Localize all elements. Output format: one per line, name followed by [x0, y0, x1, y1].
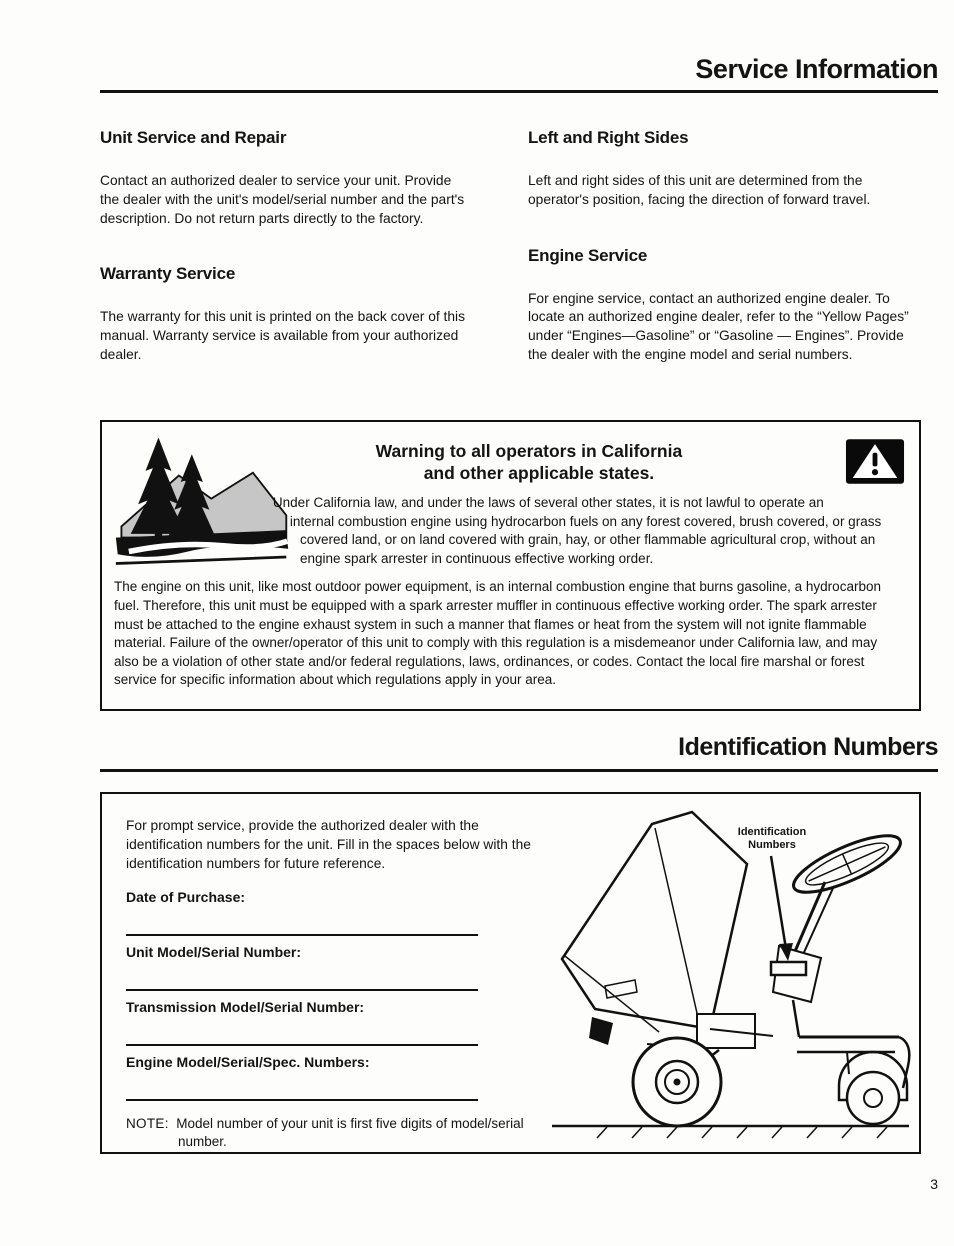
heading-left-right: Left and Right Sides [528, 128, 689, 147]
page-number: 3 [930, 1176, 938, 1192]
heading-warranty: Warranty Service [100, 264, 236, 284]
page-title: Service Information [695, 54, 938, 84]
body-engine-service: For engine service, contact an authorized engine dealer. To locate an authorized engine dealer, refer to the “Yellow Pages” under “Engines—Gasoline” or “Gasoline — Engines”. Provide the dealer with the engine model and serial numbers. [528, 290, 909, 362]
diagram-callout-line1: Identification [737, 826, 807, 838]
left-column [100, 128, 474, 401]
california-warning-box [100, 420, 921, 711]
fill-in-line [126, 1015, 478, 1046]
diagram-callout-line2: Numbers [748, 839, 796, 851]
warning-body-1: Under California law, and under the laws of several other states, it is not lawful to operate an internal combustion engine using hydrocarbon fuels on any forest covered, brush covered, or grass covered land, or on land covered with grain, hay, or other flammable agricultural crop, without an engine spark arrester in continuous effective working order. [272, 495, 882, 566]
heading-engine-service: Engine Service [528, 245, 648, 265]
field-label: Unit Model/Serial Number: [126, 944, 302, 960]
field-unit-model-serial [126, 944, 556, 991]
field-label: Transmission Model/Serial Number: [126, 999, 365, 1015]
right-column [528, 128, 920, 401]
field-transmission-model-serial [126, 999, 556, 1046]
identification-title: Identification Numbers [678, 733, 938, 761]
identification-form [126, 816, 556, 1151]
note-label: NOTE: [126, 1116, 169, 1131]
note-text: Model number of your unit is first five digits of model/serial number. [176, 1116, 524, 1149]
field-engine-model-serial-spec [126, 1054, 556, 1101]
title-rule [100, 90, 938, 93]
warning-triangle-icon [845, 438, 905, 485]
identification-intro: For prompt service, provide the authorized dealer with the identification numbers for the unit. Fill in the spaces below with the identification numbers for future reference. [126, 818, 531, 871]
warning-title-line2: and other applicable states. [423, 463, 655, 483]
body-unit-service: Contact an authorized dealer to service your unit. Provide the dealer with the unit's model/serial number and the part's description. Do not return parts directly to the factory. [100, 173, 465, 226]
identification-rule [100, 769, 938, 772]
field-label: Date of Purchase: [126, 889, 246, 905]
warning-body-2: The engine on this unit, like most outdoor power equipment, is an internal combustion engine that burns gasoline, a hydrocarbon fuel. Therefore, this unit must be equipped with a spark arrester muffler in continuous effective working order. The spark arrester must be attached to the engine exhaust system in such a manner that flames or heat from the system will not ignite flammable material. Failure of the owner/operator of this unit to comply with this regulation is a misdemeanor under California law, and may also be a violation of other state and/or federal regulations, laws, ordinances, or codes. Contact the local fire marshal or forest service for specific information about which regulations apply in your area. [114, 579, 881, 688]
fill-in-line [126, 1070, 478, 1101]
warning-title-line1: Warning to all operators in California [375, 441, 683, 461]
body-left-right: Left and right sides of this unit are determined from the operator's position, facing the direction of forward travel. [528, 173, 871, 207]
heading-unit-service: Unit Service and Repair [100, 128, 287, 147]
field-date-of-purchase [126, 889, 556, 936]
field-label: Engine Model/Serial/Spec. Numbers: [126, 1054, 370, 1070]
mower-illustration [547, 804, 915, 1144]
body-warranty: The warranty for this unit is printed on the back cover of this manual. Warranty service is available from your authorized dealer. [100, 309, 466, 362]
forest-illustration [114, 432, 290, 570]
identification-note [126, 1115, 548, 1151]
fill-in-line [126, 905, 478, 936]
identification-box [100, 792, 921, 1154]
fill-in-line [126, 960, 478, 991]
